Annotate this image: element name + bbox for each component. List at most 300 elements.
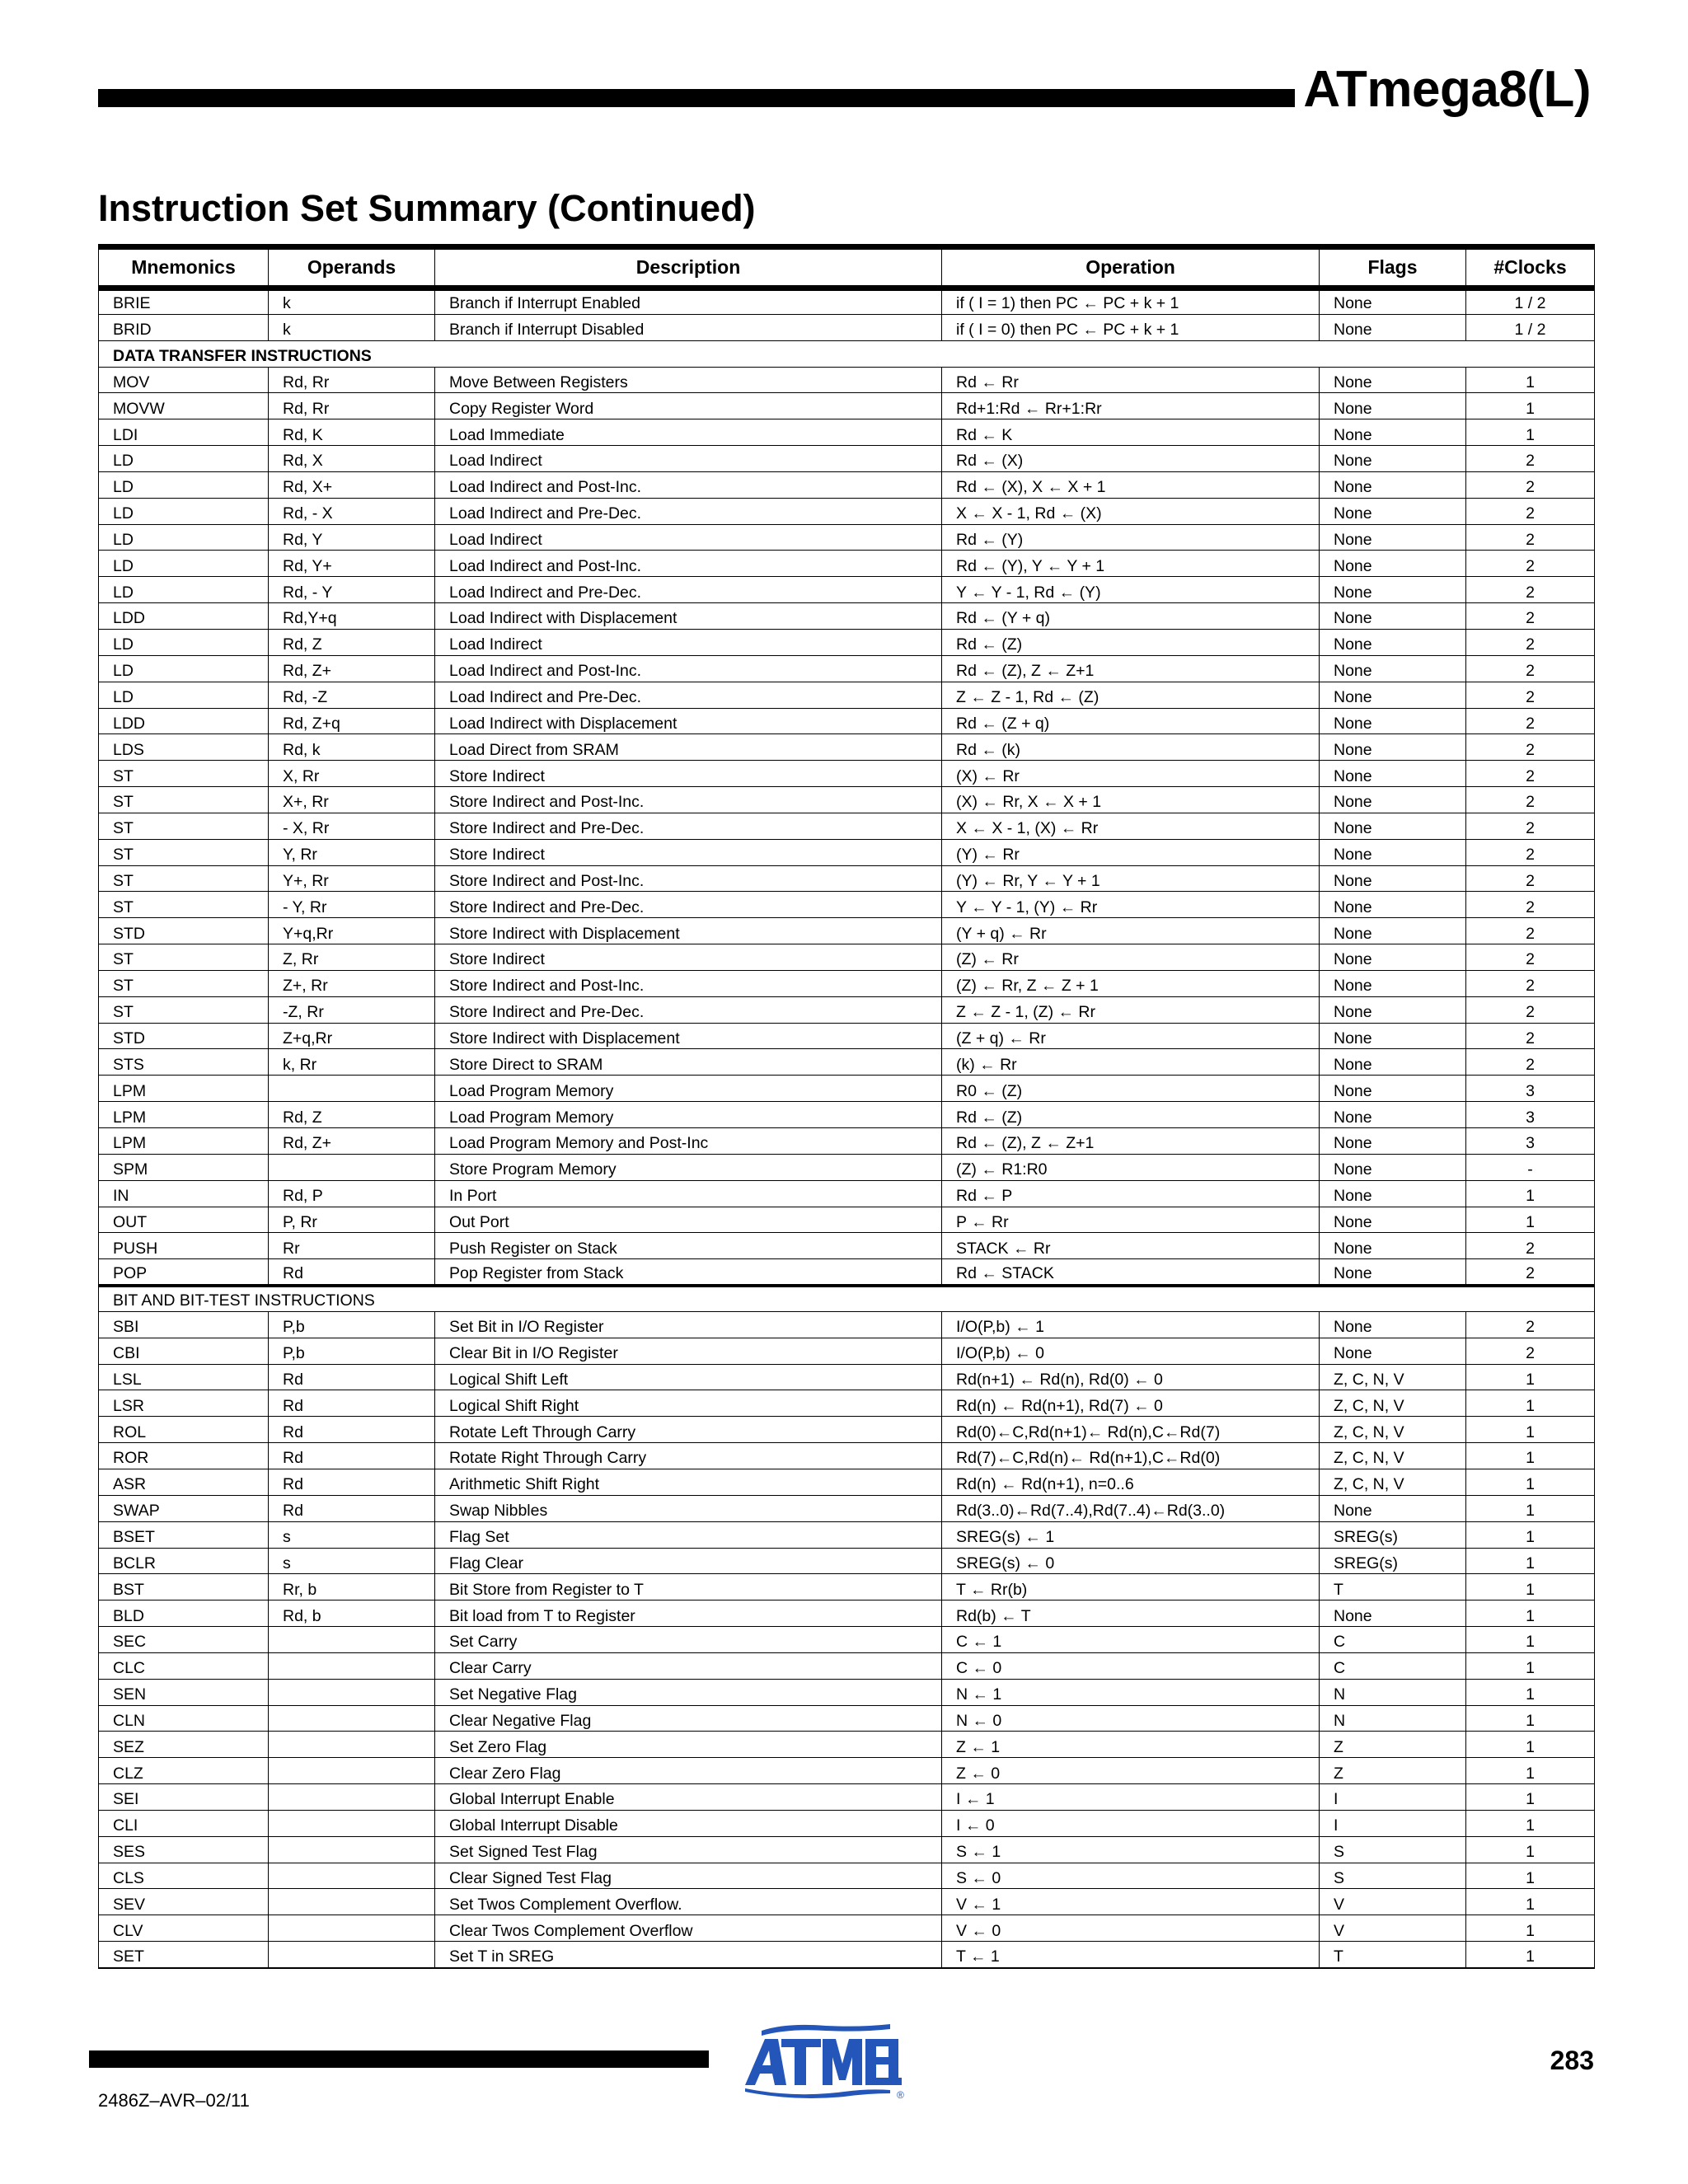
description-cell: Set Carry: [435, 1627, 942, 1653]
operation-cell: C ← 0: [942, 1652, 1320, 1679]
column-header-clocks: #Clocks: [1466, 247, 1595, 288]
table-row: [99, 1417, 1595, 1443]
mnemonic-cell: BRIE: [99, 288, 269, 315]
operation-cell: (Z) ← Rr, Z ← Z + 1: [942, 970, 1320, 996]
operands-cell: Z+q,Rr: [269, 1023, 435, 1049]
operands-cell: Z+, Rr: [269, 970, 435, 996]
description-cell: Store Program Memory: [435, 1154, 942, 1180]
mnemonic-cell: ST: [99, 839, 269, 865]
table-row: [99, 761, 1595, 787]
flags-cell: None: [1320, 1233, 1466, 1259]
mnemonic-cell: LDS: [99, 734, 269, 761]
table-row: [99, 787, 1595, 813]
flags-cell: None: [1320, 1338, 1466, 1364]
operands-cell: [269, 1679, 435, 1705]
table-row: [99, 1154, 1595, 1180]
operands-cell: [269, 1732, 435, 1758]
operands-cell: s: [269, 1521, 435, 1548]
description-cell: Load Indirect and Pre-Dec.: [435, 498, 942, 524]
operands-cell: Rd, Z: [269, 1102, 435, 1128]
mnemonic-cell: SEV: [99, 1889, 269, 1915]
operation-cell: (Y) ← Rr, Y ← Y + 1: [942, 865, 1320, 892]
flags-cell: None: [1320, 1311, 1466, 1338]
flags-cell: None: [1320, 603, 1466, 630]
clocks-cell: 1: [1466, 1364, 1595, 1390]
clocks-cell: 1: [1466, 1942, 1595, 1968]
table-row: [99, 918, 1595, 944]
flags-cell: T: [1320, 1574, 1466, 1601]
mnemonic-cell: ST: [99, 892, 269, 918]
operands-cell: X+, Rr: [269, 787, 435, 813]
table-row: [99, 1863, 1595, 1889]
flags-cell: N: [1320, 1679, 1466, 1705]
table-row: [99, 1207, 1595, 1233]
description-cell: Bit Store from Register to T: [435, 1574, 942, 1601]
operands-cell: Rd, Y+: [269, 551, 435, 577]
table-row: [99, 1338, 1595, 1364]
flags-cell: None: [1320, 551, 1466, 577]
flags-cell: SREG(s): [1320, 1521, 1466, 1548]
description-cell: Clear Zero Flag: [435, 1758, 942, 1784]
operation-cell: I/O(P,b) ← 1: [942, 1311, 1320, 1338]
flags-cell: Z, C, N, V: [1320, 1469, 1466, 1495]
operation-cell: if ( I = 0) then PC ← PC + k + 1: [942, 314, 1320, 340]
mnemonic-cell: ST: [99, 944, 269, 971]
flags-cell: None: [1320, 787, 1466, 813]
header-rule: [98, 89, 1295, 107]
description-cell: Bit load from T to Register: [435, 1601, 942, 1627]
description-cell: Logical Shift Right: [435, 1390, 942, 1417]
section-label: BIT AND BIT-TEST INSTRUCTIONS: [99, 1286, 1595, 1312]
operands-cell: [269, 1942, 435, 1968]
mnemonic-cell: LD: [99, 446, 269, 472]
table-row: [99, 498, 1595, 524]
clocks-cell: 2: [1466, 1049, 1595, 1076]
mnemonic-cell: SEZ: [99, 1732, 269, 1758]
operands-cell: Rd, Y: [269, 524, 435, 551]
flags-cell: C: [1320, 1652, 1466, 1679]
description-cell: Load Indirect: [435, 524, 942, 551]
description-cell: Load Indirect with Displacement: [435, 603, 942, 630]
operands-cell: Rd, - X: [269, 498, 435, 524]
clocks-cell: 1: [1466, 1521, 1595, 1548]
flags-cell: None: [1320, 288, 1466, 315]
flags-cell: V: [1320, 1915, 1466, 1942]
description-cell: Load Indirect: [435, 446, 942, 472]
operands-cell: [269, 1076, 435, 1102]
clocks-cell: 1: [1466, 1180, 1595, 1207]
flags-cell: None: [1320, 1154, 1466, 1180]
operation-cell: Rd ← (Z), Z ← Z+1: [942, 1128, 1320, 1155]
flags-cell: I: [1320, 1810, 1466, 1836]
operation-cell: Rd ← (Z), Z ← Z+1: [942, 655, 1320, 682]
flags-cell: None: [1320, 655, 1466, 682]
table-row: [99, 813, 1595, 839]
description-cell: Global Interrupt Disable: [435, 1810, 942, 1836]
operands-cell: -Z, Rr: [269, 996, 435, 1023]
clocks-cell: 1: [1466, 1836, 1595, 1863]
clocks-cell: 1: [1466, 367, 1595, 393]
mnemonic-cell: LD: [99, 577, 269, 603]
operands-cell: Rd, K: [269, 419, 435, 446]
flags-cell: None: [1320, 970, 1466, 996]
mnemonic-cell: BLD: [99, 1601, 269, 1627]
table-row: [99, 839, 1595, 865]
operands-cell: P,b: [269, 1311, 435, 1338]
operands-cell: - Y, Rr: [269, 892, 435, 918]
operands-cell: Rd, -Z: [269, 682, 435, 708]
clocks-cell: 2: [1466, 498, 1595, 524]
table-row: [99, 1574, 1595, 1601]
clocks-cell: 2: [1466, 629, 1595, 655]
operands-cell: s: [269, 1548, 435, 1574]
table-row: [99, 1679, 1595, 1705]
table-row: [99, 1601, 1595, 1627]
clocks-cell: 2: [1466, 892, 1595, 918]
clocks-cell: 2: [1466, 1311, 1595, 1338]
operands-cell: k: [269, 288, 435, 315]
operation-cell: (Y + q) ← Rr: [942, 918, 1320, 944]
operation-cell: P ← Rr: [942, 1207, 1320, 1233]
description-cell: Arithmetic Shift Right: [435, 1469, 942, 1495]
table-row: [99, 1311, 1595, 1338]
table-row: [99, 892, 1595, 918]
description-cell: Push Register on Stack: [435, 1233, 942, 1259]
mnemonic-cell: MOVW: [99, 393, 269, 419]
flags-cell: None: [1320, 577, 1466, 603]
operation-cell: S ← 0: [942, 1863, 1320, 1889]
clocks-cell: 2: [1466, 682, 1595, 708]
operation-cell: Rd ← (Z): [942, 629, 1320, 655]
operation-cell: S ← 1: [942, 1836, 1320, 1863]
table-row: [99, 446, 1595, 472]
clocks-cell: 2: [1466, 865, 1595, 892]
operands-cell: Y, Rr: [269, 839, 435, 865]
operands-cell: Rd: [269, 1469, 435, 1495]
clocks-cell: 1: [1466, 1652, 1595, 1679]
operation-cell: SREG(s) ← 1: [942, 1521, 1320, 1548]
flags-cell: C: [1320, 1627, 1466, 1653]
clocks-cell: 2: [1466, 577, 1595, 603]
description-cell: Load Program Memory: [435, 1102, 942, 1128]
description-cell: Store Indirect: [435, 761, 942, 787]
operation-cell: V ← 1: [942, 1889, 1320, 1915]
clocks-cell: 1: [1466, 1417, 1595, 1443]
clocks-cell: 3: [1466, 1102, 1595, 1128]
operands-cell: k: [269, 314, 435, 340]
operation-cell: (X) ← Rr, X ← X + 1: [942, 787, 1320, 813]
table-row: [99, 314, 1595, 340]
operation-cell: Rd(3..0)←Rd(7..4),Rd(7..4)←Rd(3..0): [942, 1495, 1320, 1521]
table-row: [99, 577, 1595, 603]
mnemonic-cell: STD: [99, 1023, 269, 1049]
description-cell: Store Indirect and Post-Inc.: [435, 787, 942, 813]
clocks-cell: 1: [1466, 1758, 1595, 1784]
description-cell: Load Program Memory and Post-Inc: [435, 1128, 942, 1155]
operands-cell: Rd: [269, 1364, 435, 1390]
mnemonic-cell: ASR: [99, 1469, 269, 1495]
operands-cell: [269, 1154, 435, 1180]
operands-cell: Y+q,Rr: [269, 918, 435, 944]
operands-cell: Rd, Z+: [269, 655, 435, 682]
clocks-cell: 2: [1466, 944, 1595, 971]
flags-cell: Z, C, N, V: [1320, 1417, 1466, 1443]
operands-cell: [269, 1705, 435, 1732]
operands-cell: [269, 1627, 435, 1653]
flags-cell: None: [1320, 314, 1466, 340]
operation-cell: T ← 1: [942, 1942, 1320, 1968]
flags-cell: V: [1320, 1889, 1466, 1915]
mnemonic-cell: ST: [99, 787, 269, 813]
operation-cell: Rd ← (Z): [942, 1102, 1320, 1128]
flags-cell: None: [1320, 1128, 1466, 1155]
mnemonic-cell: LD: [99, 629, 269, 655]
table-row: [99, 1915, 1595, 1942]
clocks-cell: 1: [1466, 1705, 1595, 1732]
flags-cell: I: [1320, 1784, 1466, 1811]
operands-cell: Rd, b: [269, 1601, 435, 1627]
operation-cell: (Y) ← Rr: [942, 839, 1320, 865]
flags-cell: None: [1320, 839, 1466, 865]
operands-cell: [269, 1915, 435, 1942]
mnemonic-cell: LDD: [99, 708, 269, 734]
flags-cell: None: [1320, 1180, 1466, 1207]
clocks-cell: 1: [1466, 1732, 1595, 1758]
table-row: [99, 471, 1595, 498]
mnemonic-cell: ST: [99, 996, 269, 1023]
clocks-cell: 1: [1466, 1915, 1595, 1942]
operands-cell: Rd: [269, 1417, 435, 1443]
table-row: [99, 708, 1595, 734]
operation-cell: Rd+1:Rd ← Rr+1:Rr: [942, 393, 1320, 419]
flags-cell: None: [1320, 1023, 1466, 1049]
clocks-cell: 1: [1466, 1601, 1595, 1627]
operands-cell: Rd, Z+: [269, 1128, 435, 1155]
table-row: [99, 1076, 1595, 1102]
description-cell: Rotate Left Through Carry: [435, 1417, 942, 1443]
table-row: [99, 1102, 1595, 1128]
mnemonic-cell: SEI: [99, 1784, 269, 1811]
mnemonic-cell: CLC: [99, 1652, 269, 1679]
description-cell: Clear Carry: [435, 1652, 942, 1679]
operands-cell: Rd, Z: [269, 629, 435, 655]
operation-cell: SREG(s) ← 0: [942, 1548, 1320, 1574]
table-row: [99, 1495, 1595, 1521]
operation-cell: (Z + q) ← Rr: [942, 1023, 1320, 1049]
operands-cell: Rd, Rr: [269, 367, 435, 393]
table-row: [99, 944, 1595, 971]
description-cell: Store Indirect and Pre-Dec.: [435, 813, 942, 839]
clocks-cell: 1: [1466, 393, 1595, 419]
flags-cell: SREG(s): [1320, 1548, 1466, 1574]
operands-cell: - X, Rr: [269, 813, 435, 839]
section-label: DATA TRANSFER INSTRUCTIONS: [99, 340, 1595, 367]
flags-cell: None: [1320, 419, 1466, 446]
description-cell: Clear Negative Flag: [435, 1705, 942, 1732]
table-row: [99, 1942, 1595, 1968]
mnemonic-cell: POP: [99, 1259, 269, 1286]
mnemonic-cell: LSL: [99, 1364, 269, 1390]
operands-cell: Rd, P: [269, 1180, 435, 1207]
operation-cell: Z ← Z - 1, (Z) ← Rr: [942, 996, 1320, 1023]
mnemonic-cell: LPM: [99, 1128, 269, 1155]
clocks-cell: -: [1466, 1154, 1595, 1180]
operands-cell: [269, 1758, 435, 1784]
operation-cell: V ← 0: [942, 1915, 1320, 1942]
table-row: [99, 1705, 1595, 1732]
table-row: [99, 1023, 1595, 1049]
clocks-cell: 1: [1466, 1390, 1595, 1417]
operation-cell: Rd ← (X): [942, 446, 1320, 472]
operation-cell: N ← 0: [942, 1705, 1320, 1732]
operation-cell: Rd ← (Y + q): [942, 603, 1320, 630]
operation-cell: I/O(P,b) ← 0: [942, 1338, 1320, 1364]
document-code: 2486Z–AVR–02/11: [98, 2090, 250, 2111]
mnemonic-cell: SWAP: [99, 1495, 269, 1521]
description-cell: Load Indirect and Post-Inc.: [435, 655, 942, 682]
table-row: [99, 1443, 1595, 1469]
description-cell: Store Indirect and Pre-Dec.: [435, 996, 942, 1023]
mnemonic-cell: BST: [99, 1574, 269, 1601]
operation-cell: Z ← 0: [942, 1758, 1320, 1784]
mnemonic-cell: CLN: [99, 1705, 269, 1732]
mnemonic-cell: STD: [99, 918, 269, 944]
page-number: 283: [1550, 2046, 1594, 2075]
description-cell: Store Indirect and Post-Inc.: [435, 865, 942, 892]
operation-cell: Rd ← (Y): [942, 524, 1320, 551]
table-row: [99, 655, 1595, 682]
flags-cell: S: [1320, 1863, 1466, 1889]
operands-cell: Rd, k: [269, 734, 435, 761]
mnemonic-cell: IN: [99, 1180, 269, 1207]
table-row: [99, 1732, 1595, 1758]
description-cell: Store Indirect and Post-Inc.: [435, 970, 942, 996]
footer-rule: [89, 2050, 709, 2068]
description-cell: Pop Register from Stack: [435, 1259, 942, 1286]
clocks-cell: 1: [1466, 1627, 1595, 1653]
mnemonic-cell: SBI: [99, 1311, 269, 1338]
atmel-logo: [729, 2021, 907, 2100]
column-header-description: Description: [435, 247, 942, 288]
description-cell: Set T in SREG: [435, 1942, 942, 1968]
operation-cell: I ← 1: [942, 1784, 1320, 1811]
table-row: [99, 1521, 1595, 1548]
mnemonic-cell: BRID: [99, 314, 269, 340]
flags-cell: None: [1320, 918, 1466, 944]
operation-cell: Rd ← (Z + q): [942, 708, 1320, 734]
clocks-cell: 2: [1466, 761, 1595, 787]
flags-cell: S: [1320, 1836, 1466, 1863]
operands-cell: P, Rr: [269, 1207, 435, 1233]
flags-cell: None: [1320, 682, 1466, 708]
operation-cell: Y ← Y - 1, Rd ← (Y): [942, 577, 1320, 603]
table-row: [99, 288, 1595, 315]
description-cell: Store Indirect with Displacement: [435, 1023, 942, 1049]
description-cell: Global Interrupt Enable: [435, 1784, 942, 1811]
operation-cell: X ← X - 1, Rd ← (X): [942, 498, 1320, 524]
flags-cell: None: [1320, 1601, 1466, 1627]
instruction-table: [98, 244, 1595, 1969]
table-row: [99, 1233, 1595, 1259]
mnemonic-cell: PUSH: [99, 1233, 269, 1259]
clocks-cell: 1: [1466, 1810, 1595, 1836]
clocks-cell: 1: [1466, 1784, 1595, 1811]
operands-cell: Rd, - Y: [269, 577, 435, 603]
mnemonic-cell: ST: [99, 865, 269, 892]
description-cell: Load Indirect and Post-Inc.: [435, 551, 942, 577]
table-row: [99, 970, 1595, 996]
operands-cell: [269, 1784, 435, 1811]
operands-cell: Rd, X: [269, 446, 435, 472]
description-cell: Load Indirect with Displacement: [435, 708, 942, 734]
operation-cell: Rd ← P: [942, 1180, 1320, 1207]
table-row: [99, 1469, 1595, 1495]
operation-cell: Y ← Y - 1, (Y) ← Rr: [942, 892, 1320, 918]
description-cell: Store Indirect with Displacement: [435, 918, 942, 944]
description-cell: Swap Nibbles: [435, 1495, 942, 1521]
flags-cell: None: [1320, 892, 1466, 918]
clocks-cell: 1: [1466, 1863, 1595, 1889]
clocks-cell: 1: [1466, 1889, 1595, 1915]
flags-cell: None: [1320, 1076, 1466, 1102]
description-cell: Rotate Right Through Carry: [435, 1443, 942, 1469]
clocks-cell: 2: [1466, 1338, 1595, 1364]
flags-cell: None: [1320, 1495, 1466, 1521]
operands-cell: Rd,Y+q: [269, 603, 435, 630]
table-row: [99, 603, 1595, 630]
mnemonic-cell: LD: [99, 551, 269, 577]
registered-mark: ®: [897, 2089, 904, 2100]
operation-cell: Rd ← STACK: [942, 1259, 1320, 1286]
operands-cell: Rd: [269, 1495, 435, 1521]
operands-cell: Rr: [269, 1233, 435, 1259]
description-cell: Flag Set: [435, 1521, 942, 1548]
mnemonic-cell: SES: [99, 1836, 269, 1863]
description-cell: Load Indirect and Pre-Dec.: [435, 577, 942, 603]
operation-cell: X ← X - 1, (X) ← Rr: [942, 813, 1320, 839]
flags-cell: Z, C, N, V: [1320, 1364, 1466, 1390]
operation-cell: Rd ← K: [942, 419, 1320, 446]
operation-cell: Rd ← (k): [942, 734, 1320, 761]
column-header-operands: Operands: [269, 247, 435, 288]
operation-cell: (X) ← Rr: [942, 761, 1320, 787]
table-row: [99, 734, 1595, 761]
description-cell: Set Bit in I/O Register: [435, 1311, 942, 1338]
clocks-cell: 1: [1466, 419, 1595, 446]
flags-cell: None: [1320, 471, 1466, 498]
clocks-cell: 2: [1466, 551, 1595, 577]
clocks-cell: 1: [1466, 1207, 1595, 1233]
document-title: ATmega8(L): [1303, 61, 1591, 118]
clocks-cell: 1: [1466, 1443, 1595, 1469]
description-cell: Store Indirect: [435, 839, 942, 865]
flags-cell: None: [1320, 813, 1466, 839]
operands-cell: X, Rr: [269, 761, 435, 787]
section-row: [99, 340, 1595, 367]
flags-cell: None: [1320, 865, 1466, 892]
table-row: [99, 1810, 1595, 1836]
table-row: [99, 629, 1595, 655]
mnemonic-cell: ST: [99, 970, 269, 996]
mnemonic-cell: ROL: [99, 1417, 269, 1443]
table-row: [99, 682, 1595, 708]
table-row: [99, 996, 1595, 1023]
operation-cell: (Z) ← Rr: [942, 944, 1320, 971]
operation-cell: Z ← 1: [942, 1732, 1320, 1758]
operands-cell: Rr, b: [269, 1574, 435, 1601]
operands-cell: Rd: [269, 1443, 435, 1469]
description-cell: Load Immediate: [435, 419, 942, 446]
